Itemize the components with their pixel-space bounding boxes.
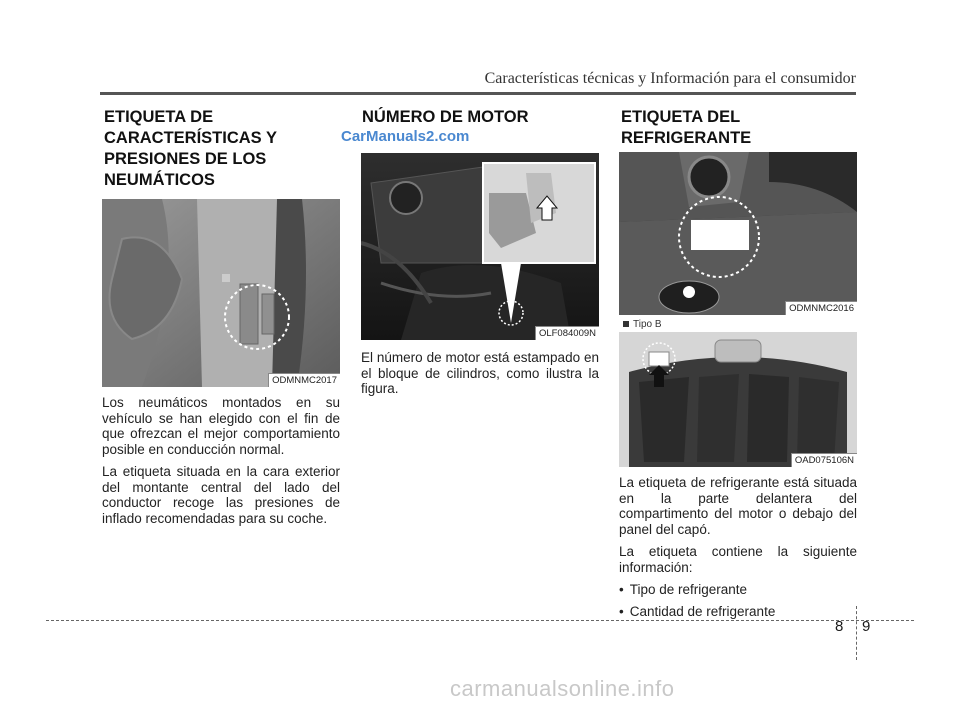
header-rule: [100, 92, 856, 95]
tire-paragraph-1: Los neumáticos montados en su vehículo se han elegido con el fin de que ofrezcan el mejor comportamiento posible en conducción normal.: [102, 395, 340, 457]
image-code-type-b: OAD075106N: [791, 453, 857, 467]
image-code-tire: ODMNMC2017: [268, 373, 340, 387]
footer-divider: [856, 606, 857, 660]
tire-label-text: [102, 395, 340, 533]
page-number: 9: [862, 618, 871, 635]
footer-rule: [46, 620, 914, 621]
chapter-number: 8: [835, 618, 844, 635]
engine-paragraph: El número de motor está estampado en el bloque de cilindros, como ilustra la figura.: [361, 350, 599, 396]
tire-paragraph-2: La etiqueta situada en la cara exterior del montante central del lado del conductor recoge las presiones de inflado recomendadas para su coche.: [102, 464, 340, 526]
page-header-title: Características técnicas y Información para el consumidor: [484, 70, 856, 87]
type-b-label: Tipo B: [623, 319, 662, 330]
door-pillar-photo: [102, 199, 340, 387]
square-bullet-icon: [623, 321, 629, 327]
refrigerant-info-list: [619, 582, 857, 619]
engine-number-heading: NÚMERO DE MOTOR: [362, 108, 529, 126]
engine-photo: [361, 153, 599, 340]
refrigerant-label-heading: ETIQUETA DEL REFRIGERANTE: [621, 108, 752, 147]
image-code-type-a: ODMNMC2016: [785, 301, 857, 315]
list-item: • Tipo de refrigerante: [619, 582, 857, 598]
engine-number-text: [361, 350, 599, 404]
tire-label-heading: ETIQUETA DE CARACTERÍSTICAS Y PRESIONES DE LOS NEUMÁTICOS: [104, 108, 277, 189]
type-a-photo: [619, 152, 857, 315]
site-footer: carmanualsonline.info: [450, 676, 675, 701]
image-code-engine: OLF084009N: [535, 326, 599, 340]
refrigerant-paragraph-1: La etiqueta de refrigerante está situada en la parte delantera del compartimento del motor o debajo del panel del capó.: [619, 475, 857, 537]
refrigerant-paragraph-2: La etiqueta contiene la siguiente información:: [619, 544, 857, 575]
watermark: CarManuals2.com: [341, 128, 470, 145]
type-b-photo: [619, 332, 857, 467]
refrigerant-label-text: [619, 475, 857, 625]
list-item: • Cantidad de refrigerante: [619, 604, 857, 620]
